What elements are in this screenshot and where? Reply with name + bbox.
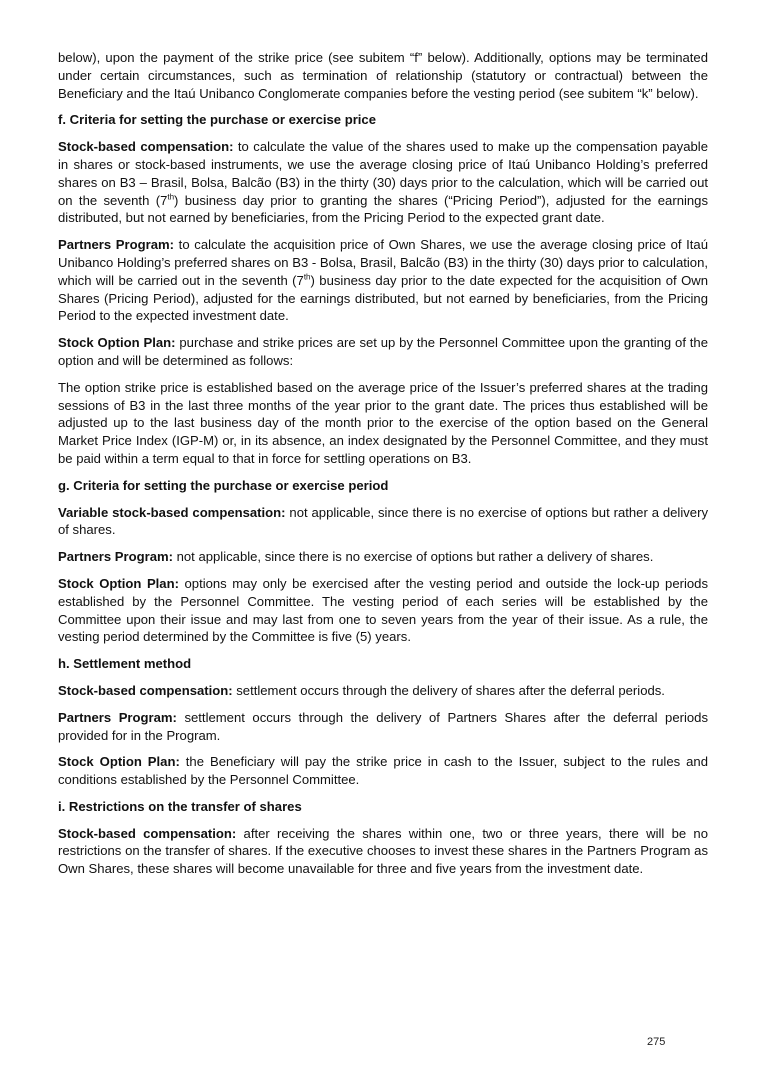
superscript: th [303,272,311,282]
paragraph-f-stock-based [58,138,708,227]
paragraph-text: not applicable, since there is no exercise of options but rather a delivery of shares. [58,504,708,538]
lead-label: Partners Program: [58,709,177,725]
lead-label: Partners Program: [58,237,175,253]
paragraph-text: to calculate the value of the shares used to make up the compensation payable in shares or stock-based instruments, we use the average closing price of Itaú Unibanco Holding’s preferred shares on B3 – Brasil, Bolsa, Balcão (B3) in the thirty (30) days prior to the calculation, which will be carried out on the seventh (7 [58,139,708,208]
section-i-heading: i. Restrictions on the transfer of shares [58,798,302,814]
paragraph-g-stock-option [58,575,708,646]
paragraph-text: options may only be exercised after the vesting period and outside the lock-up periods established by the Personnel Committee. The vesting period of each series will be established by the Committee upon their issue and may last from one to seven years from the year of their issue. As a rule, the vesting period determined by the Committee is five (5) years. [58,575,708,645]
paragraph-text: the Beneficiary will pay the strike price in cash to the Issuer, subject to the rules and conditions established by the Personnel Committee. [58,754,708,788]
paragraph-text: settlement occurs through the delivery of shares after the deferral periods. [232,682,665,698]
lead-label: Stock-based compensation: [58,682,233,698]
paragraph-i-stock-based [58,825,708,878]
lead-label: Stock Option Plan: [58,575,179,591]
section-f-heading: f. Criteria for setting the purchase or exercise price [58,112,376,128]
paragraph-text: ) business day prior to the date expected for the acquisition of Own Shares (Pricing Period), adjusted for the earnings distributed, but not earned by beneficiaries, from the Pricing Period to the expected investment date. [58,272,708,324]
lead-label: Partners Program: [58,549,173,565]
superscript: th [167,192,175,202]
paragraph-g-partners [58,548,708,566]
paragraph-continuation: below), upon the payment of the strike price (see subitem “f” below). Additionally, options may be terminated under certain circumstances, such as termination of relationship (statutory or contractual) between the Beneficiary and the Itaú Unibanco Conglomerate companies before the vesting period (see subitem “k” below). [58,50,708,101]
lead-label: Stock Option Plan: [58,754,180,770]
paragraph-h-partners [58,709,708,745]
paragraph-g-variable [58,504,708,540]
paragraph-text: ) business day prior to granting the shares (“Pricing Period”), adjusted for the earnings distributed, but not earned by beneficiaries, from the Pricing Period to the expected grant date. [58,192,708,226]
document-page [58,49,708,887]
page-number: 275 [647,1036,666,1048]
lead-label: Stock-based compensation: [58,139,234,155]
lead-label: Stock Option Plan: [58,335,176,351]
section-g-heading: g. Criteria for setting the purchase or exercise period [58,477,389,493]
paragraph-f-option-strike: The option strike price is established based on the average price of the Issuer’s preferred shares at the trading sessions of B3 in the last three months of the year prior to the grant date. The prices thus established will be adjusted up to the last business day of the month prior to the exercise of the option based on the General Market Price Index (IGP-M) or, in its absence, an index designated by the Personnel Committee, and they must be paid within a term equal to that in force for settling operations on B3. [58,379,708,466]
paragraph-h-stock-based [58,682,708,700]
paragraph-text: after receiving the shares within one, two or three years, there will be no restrictions on the transfer of shares. If the executive chooses to invest these shares in the Partners Program as Own Shares, these shares will become unavailable for three and five years from the investment date. [58,825,708,877]
section-h-heading: h. Settlement method [58,656,192,672]
paragraph-h-stock-option [58,753,708,789]
lead-label: Stock-based compensation: [58,825,237,841]
paragraph-f-stock-option [58,334,708,370]
paragraph-f-partners [58,236,708,325]
paragraph-text: not applicable, since there is no exercise of options but rather a delivery of shares. [172,549,654,565]
paragraph-text: purchase and strike prices are set up by the Personnel Committee upon the granting of the option and will be determined as follows: [58,335,708,368]
paragraph-text: settlement occurs through the delivery of Partners Shares after the deferral periods provided for in the Program. [58,709,708,743]
lead-label: Variable stock-based compensation: [58,504,286,520]
paragraph-text: to calculate the acquisition price of Own Shares, we use the average closing price of Itaú Unibanco Holding’s preferred shares on B3 - Bolsa, Brasil, Balcão (B3) in the thirty (30) days prior to calculation, which will be carried out in the seventh (7 [58,237,708,288]
